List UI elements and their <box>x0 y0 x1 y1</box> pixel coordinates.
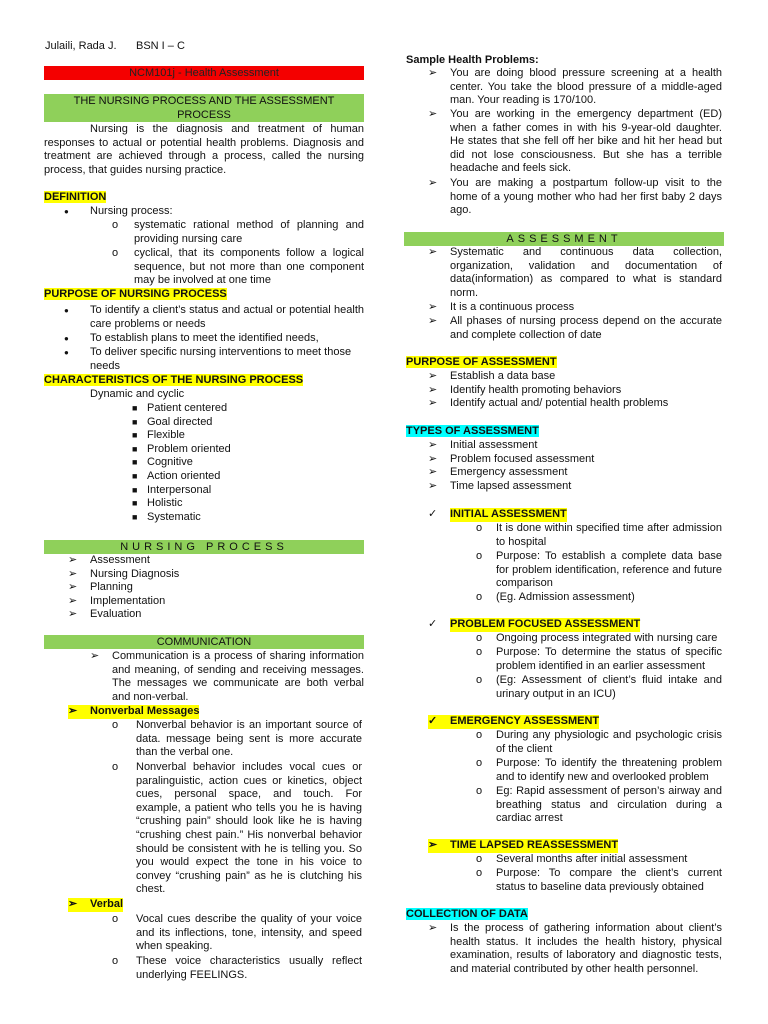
emergency-item: o Purpose: To identify the threatening problem and to identify new and overlooked problem <box>476 757 722 783</box>
types-heading: TYPES OF ASSESSMENT <box>406 425 539 437</box>
types-list <box>428 439 722 493</box>
purpose-assessment-heading: PURPOSE OF ASSESSMENT <box>406 356 557 368</box>
list-item: ➢ Establish a data base <box>428 370 556 382</box>
sample-item: ➢ You are doing blood pressure screening at a health center. You take the blood pressure of a middle-aged man. Your reading is 170/100. <box>428 67 722 107</box>
course-bar: NCM101j - Health Assessment <box>44 66 364 80</box>
check-icon: ✓ <box>428 715 438 727</box>
list-item: ➢ Time lapsed assessment <box>428 479 572 492</box>
list-item: ➢ Planning <box>68 581 133 594</box>
nonverbal-item: o Nonverbal behavior is an important source of data. message being sent is more accurate than the verbal one. <box>112 719 362 759</box>
purpose-item: ● To deliver specific nursing interventions to meet those needs <box>64 346 352 372</box>
verbal-item: o Vocal cues describe the quality of your voice and its inflections, tone, intensity, and speed when speaking. <box>112 913 362 953</box>
list-item: ■ Systematic <box>132 510 201 523</box>
sample-heading: Sample Health Problems: <box>406 54 539 66</box>
list-item: ➢ Implementation <box>68 594 166 607</box>
initial-item: o Purpose: To establish a complete data base for problem identification, reference and future comparison <box>476 550 722 590</box>
problem-focused-item: o (Eg: Assessment of client’s fluid intake and urinary output in an ICU) <box>476 674 722 700</box>
time-lapsed-heading: ➢ TIME LAPSED REASSESSMENT <box>428 839 619 851</box>
assessment-bar: ASSESSMENT <box>404 232 724 246</box>
purpose-heading: PURPOSE OF NURSING PROCESS <box>44 288 227 300</box>
list-item: ■ Cognitive <box>132 456 193 469</box>
list-item: ➢ Identify health promoting behaviors <box>428 383 622 396</box>
purpose-assessment-list <box>428 370 722 411</box>
purpose-item: ● To identify a client’s status and actual or potential health care problems or needs <box>64 304 364 330</box>
emergency-item: o Eg: Rapid assessment of person’s airway and breathing status and circulation during a cardiac arrest <box>476 785 722 825</box>
time-lapsed-item: o Several months after initial assessment <box>476 853 688 865</box>
list-item: ➢ Identify actual and/ potential health problems <box>428 397 669 410</box>
nonverbal-item: o Nonverbal behavior includes vocal cues or paralinguistic, action cues or kinetics, object cues, personal space, and touch. For example, a patient who tells you he is having “crushing pain” should look like he is having “crushing chest pain.” His nonverbal behavior should be consistent with he is telling you. So you would expect the tone in his voice to convey “crushing pain” as he is clutching his chest. <box>112 761 362 896</box>
list-item: ➢ Assessment <box>68 554 150 566</box>
list-item: ■ Action oriented <box>132 469 221 482</box>
problem-focused-heading: ✓ PROBLEM FOCUSED ASSESSMENT <box>428 618 641 630</box>
list-item: ■ Holistic <box>132 497 183 510</box>
characteristics-list <box>132 402 332 524</box>
definition-subitem: o cyclical, that its components follow a logical sequence, but not more than one component may be involved at one time <box>112 247 364 287</box>
list-item: ■ Interpersonal <box>132 483 212 496</box>
check-icon: ✓ <box>428 618 438 630</box>
collection-item: ➢ Is the process of gathering information about client’s health status. It includes the health history, physical examination, results of laboratory and diagnostic tests, and material contributed by other health personnel. <box>428 922 722 975</box>
definition-item: ● Nursing process: <box>64 205 173 217</box>
initial-item: o It is done within specified time after admission to hospital <box>476 522 722 548</box>
list-item: ■ Flexible <box>132 429 185 442</box>
initial-heading: ✓ INITIAL ASSESSMENT <box>428 508 567 520</box>
list-item: ■ Goal directed <box>132 415 213 428</box>
assessment-item: ➢ It is a continuous process <box>428 301 575 313</box>
time-lapsed-item: o Purpose: To compare the client’s current status to baseline data previously obtained <box>476 867 722 893</box>
sample-item: ➢ You are making a postpartum follow-up visit to the home of a young mother who had her first baby 2 days ago. <box>428 177 722 217</box>
list-item: ■ Patient centered <box>132 402 228 414</box>
emergency-item: o During any physiologic and psychologic crisis of the client <box>476 729 722 755</box>
communication-bar: COMMUNICATION <box>44 635 364 649</box>
student-name: Julaili, Rada J. <box>45 40 117 52</box>
intro-paragraph: Nursing is the diagnosis and treatment of human responses to actual or potential health problems. Diagnosis and treatment are achieved through a process, called the nursing process, that guides nursing practice. <box>44 123 364 176</box>
list-item: ➢ Nursing Diagnosis <box>68 567 180 580</box>
sample-item: ➢ You are working in the emergency department (ED) when a father comes in with his 9-year-old daughter. He states that she fell off her bike and hit her head but did not lose consciousness. But she has a terrible headache and feels sick. <box>428 108 722 175</box>
list-item: ➢ Problem focused assessment <box>428 452 595 465</box>
emergency-heading: ✓ EMERGENCY ASSESSMENT <box>428 715 600 727</box>
title-bar: THE NURSING PROCESS AND THE ASSESSMENT PROCESS <box>44 94 364 122</box>
list-item: ➢ Initial assessment <box>428 439 538 451</box>
purpose-item: ● To establish plans to meet the identified needs, <box>64 332 319 344</box>
check-icon: ✓ <box>428 508 438 520</box>
initial-item: o (Eg. Admission assessment) <box>476 591 635 603</box>
section-label: BSN I – C <box>136 40 185 52</box>
verbal-item: o These voice characteristics usually reflect underlying FEELINGS. <box>112 955 362 981</box>
characteristics-heading: CHARACTERISTICS OF THE NURSING PROCESS <box>44 374 304 386</box>
assessment-item: ➢ Systematic and continuous data collection, organization, validation and documentation of data(information) as compared to what is standard norm. <box>428 246 722 299</box>
problem-focused-item: o Purpose: To determine the status of specific problem identified in an earlier assessment <box>476 646 722 672</box>
assessment-item: ➢ All phases of nursing process depend on the accurate and complete collection of date <box>428 315 722 341</box>
list-item: ➢ Evaluation <box>68 608 142 621</box>
nursing-process-list <box>68 554 268 622</box>
nursing-process-bar: NURSING PROCESS <box>44 540 364 554</box>
problem-focused-item: o Ongoing process integrated with nursing care <box>476 632 718 644</box>
list-item: ■ Problem oriented <box>132 442 231 455</box>
communication-text: ➢ Communication is a process of sharing information and meaning, of sending and receiving messages. The messages we communicate are both verbal and non-verbal. <box>90 650 364 703</box>
nonverbal-heading: ➢ Nonverbal Messages <box>68 705 200 717</box>
verbal-heading: ➢ Verbal <box>68 898 124 910</box>
definition-heading: DEFINITION <box>44 191 107 203</box>
characteristics-intro: Dynamic and cyclic <box>90 388 185 400</box>
definition-subitem: o systematic rational method of planning and providing nursing care <box>112 219 364 245</box>
collection-heading: COLLECTION OF DATA <box>406 908 528 920</box>
list-item: ➢ Emergency assessment <box>428 466 568 479</box>
